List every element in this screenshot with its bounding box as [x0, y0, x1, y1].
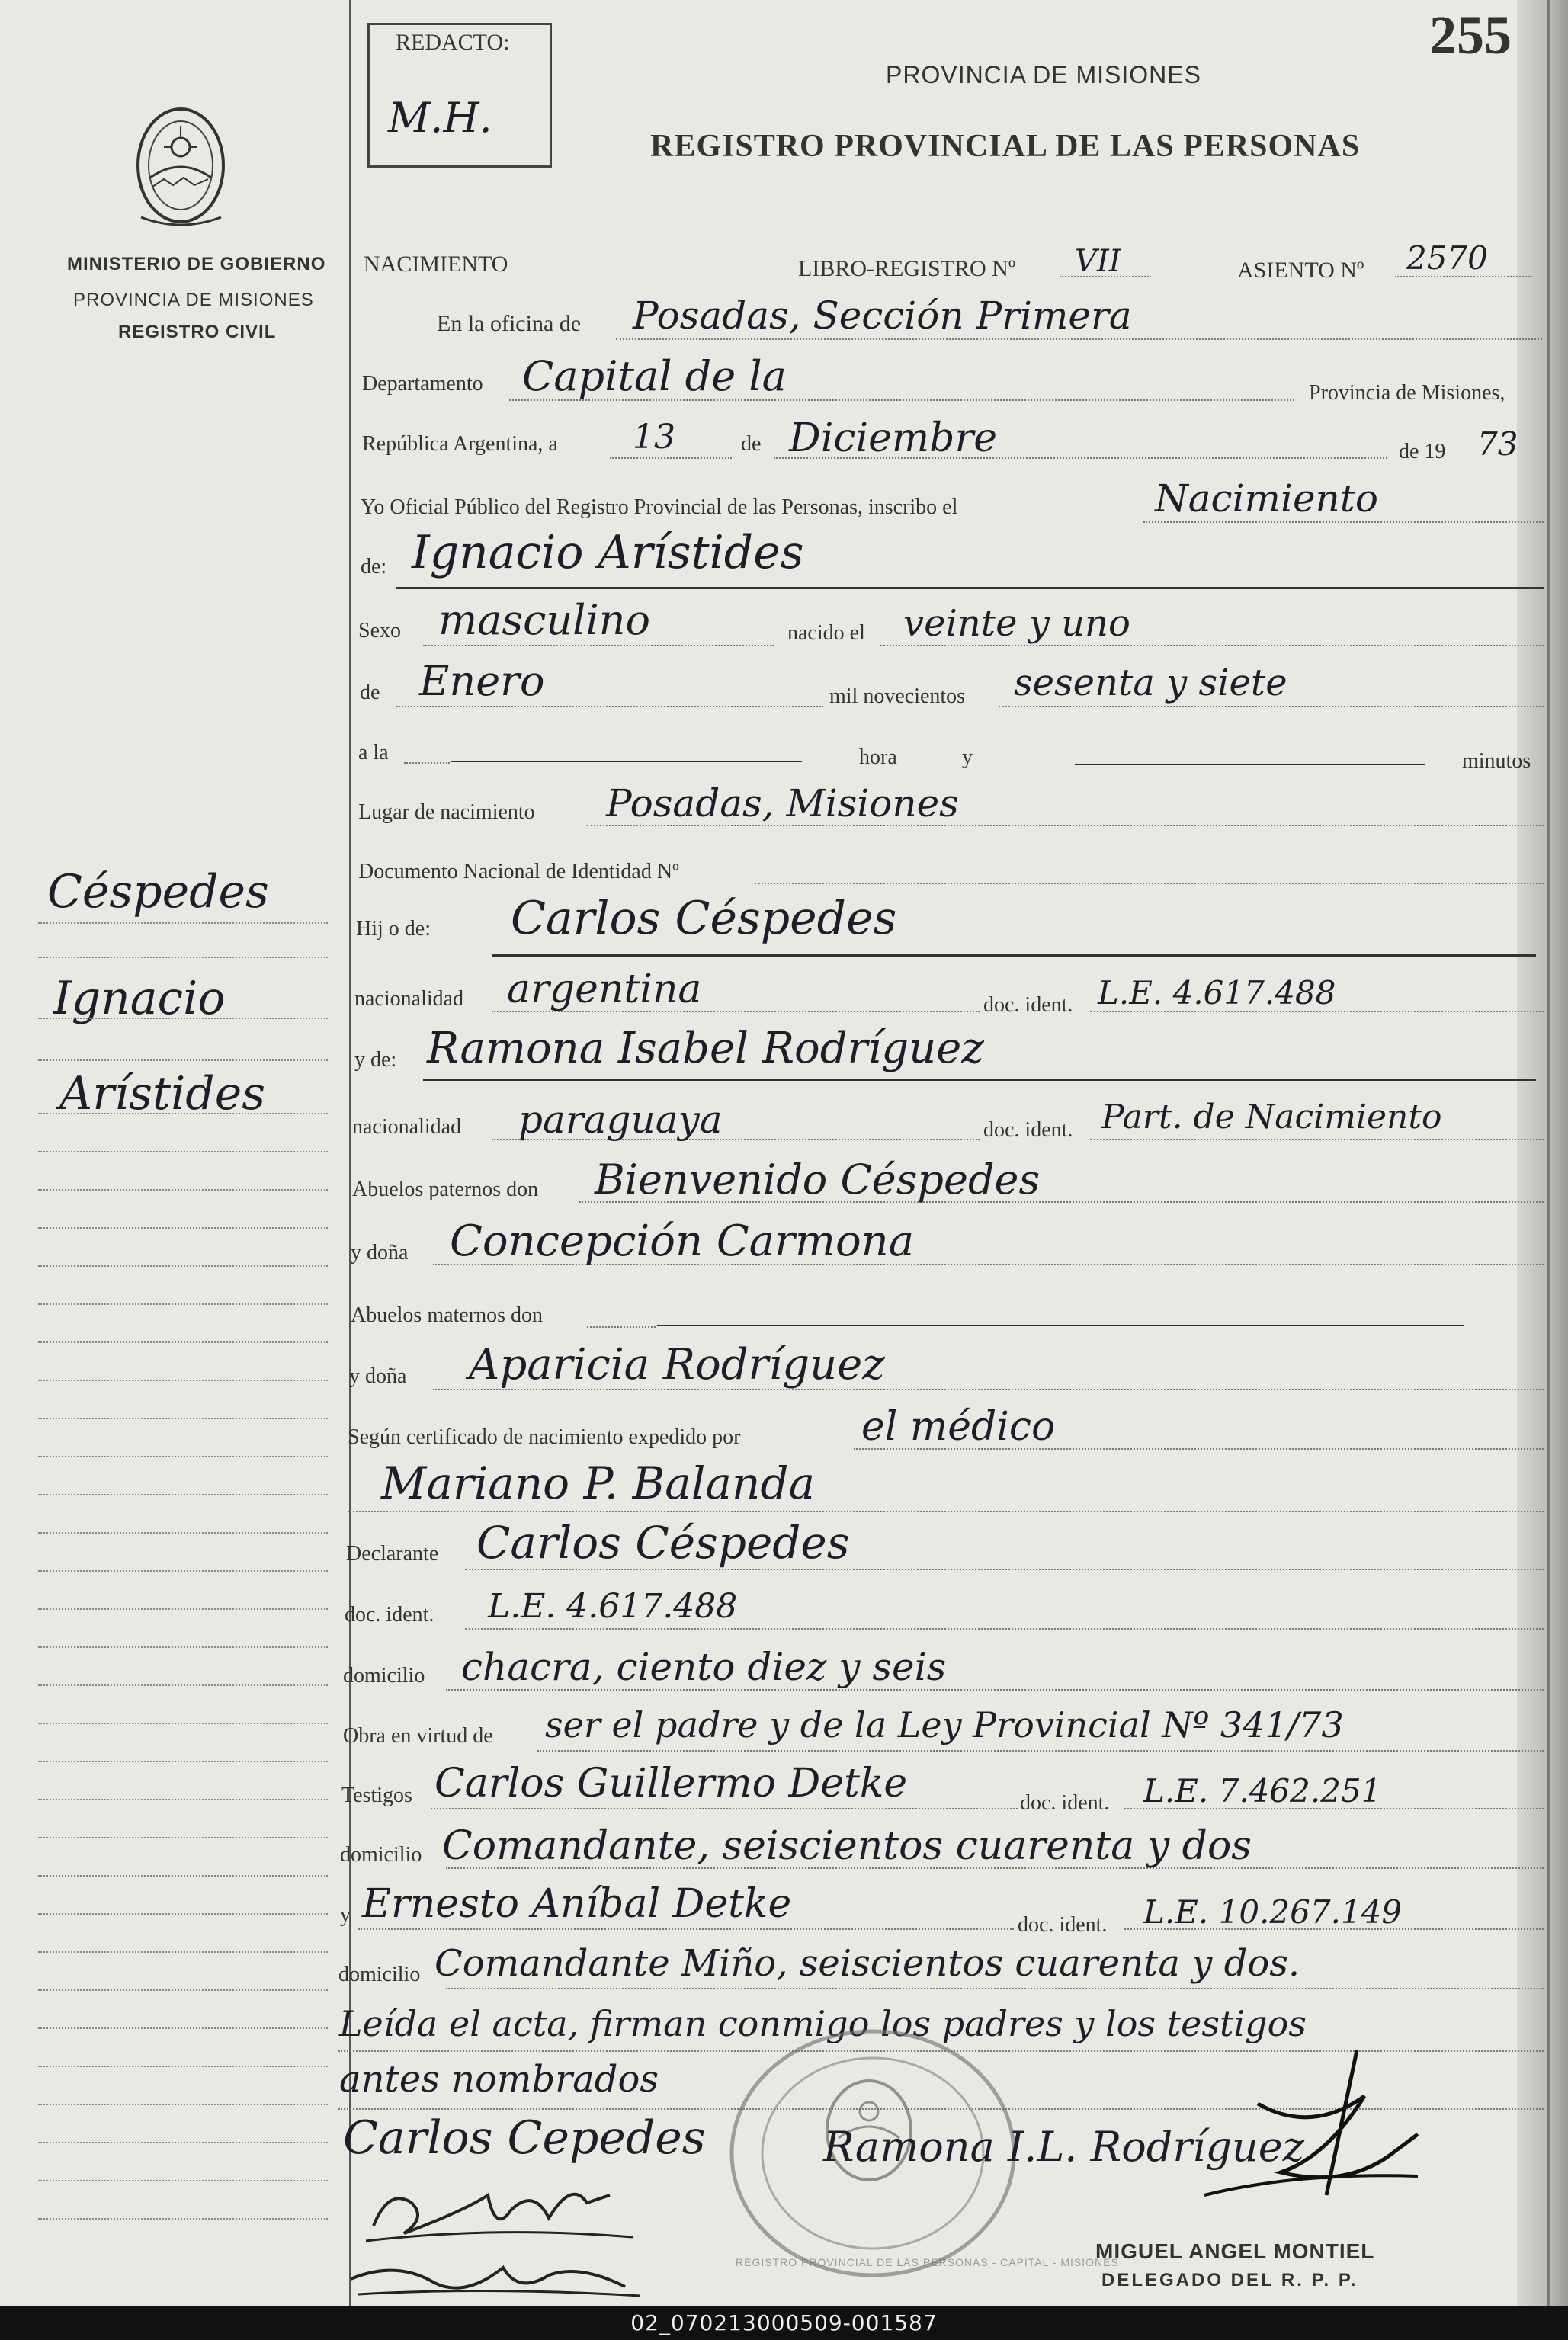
- medico-line: [348, 1511, 1544, 1512]
- signature-madre: Ramona I.L. Rodríguez: [823, 2123, 1305, 2171]
- margin-rule: [38, 1989, 328, 1991]
- margin-rule: [38, 1303, 328, 1305]
- departamento-value: Capital de la: [522, 352, 787, 400]
- margin-rule: [38, 1113, 328, 1114]
- declarante-line: [465, 1569, 1544, 1570]
- mes-value: Diciembre: [789, 415, 998, 461]
- margin-first-name: Ignacio: [53, 972, 226, 1025]
- obra-label: Obra en virtud de: [343, 1724, 493, 1748]
- margin-rule: [38, 1608, 328, 1610]
- obra-value: ser el padre y de la Ley Provincial Nº 341/73: [545, 1704, 1344, 1745]
- margin-rule: [38, 1646, 328, 1648]
- doc-ident-testigo1-label: doc. ident.: [1020, 1791, 1110, 1815]
- sexo-line: [423, 645, 774, 646]
- margin-rule: [38, 1532, 328, 1534]
- nombre-line: [396, 587, 1544, 589]
- margin-surname: Céspedes: [47, 865, 269, 918]
- nacionalidad-madre-label: nacionalidad: [352, 1115, 462, 1139]
- doc-ident-madre-label: doc. ident.: [983, 1118, 1073, 1142]
- hijo-label: Hij o de:: [356, 917, 431, 941]
- anio-nac-line: [999, 706, 1544, 707]
- signature-oficial-icon: [1189, 2043, 1433, 2226]
- ala-label: a la: [358, 741, 389, 765]
- margin-rule: [38, 1151, 328, 1152]
- nacionalidad-madre-value: paraguaya: [518, 1098, 723, 1142]
- delegado-name: MIGUEL ANGEL MONTIEL: [1095, 2239, 1375, 2263]
- doc-madre-line: [1090, 1139, 1544, 1140]
- padre-line: [492, 954, 1536, 957]
- book-spine: [1517, 0, 1568, 2306]
- libro-label: LIBRO-REGISTRO Nº: [798, 256, 1016, 281]
- margin-rule: [38, 1494, 328, 1495]
- page-number: 255: [1429, 5, 1512, 66]
- sexo-label: Sexo: [358, 619, 401, 643]
- hora-label: hora: [859, 745, 897, 769]
- testigo2-value: Ernesto Aníbal Detke: [362, 1881, 792, 1927]
- margin-rule: [38, 1799, 328, 1800]
- de-mes-nac-label: de: [360, 681, 380, 704]
- margin-rule: [38, 1265, 328, 1267]
- right-edge-line: [1547, 0, 1550, 2306]
- madre-value: Ramona Isabel Rodríguez: [427, 1024, 984, 1073]
- margin-rule: [38, 2066, 328, 2067]
- mes-nac-value: Enero: [419, 657, 545, 705]
- dia-line: [610, 457, 732, 459]
- abuela-materna-value: Aparicia Rodríguez: [469, 1340, 885, 1390]
- redacto-box: [367, 23, 552, 168]
- mes-nac-line: [396, 706, 823, 707]
- stamp-text: REGISTRO PROVINCIAL DE LAS PERSONAS - CAPITAL - MISIONES: [736, 2256, 1119, 2268]
- margin-rule: [38, 1951, 328, 1953]
- delegado-role: DELEGADO DEL R. P. P.: [1101, 2270, 1358, 2290]
- minutos-line: [1075, 764, 1425, 765]
- domicilio-label: domicilio: [343, 1664, 425, 1688]
- margin-rule: [38, 2104, 328, 2105]
- margin-rule: [38, 1761, 328, 1762]
- doc-declarante-value: L.E. 4.617.488: [488, 1587, 738, 1626]
- sexo-value: masculino: [438, 596, 650, 644]
- oficina-line: [616, 338, 1542, 340]
- margin-divider-line: [349, 0, 351, 2306]
- inscribo-value: Nacimiento: [1155, 476, 1378, 521]
- margin-second-name: Arístides: [59, 1067, 265, 1120]
- lugar-value: Posadas, Misiones: [606, 781, 959, 825]
- header-provincia: PROVINCIA DE MISIONES: [886, 61, 1201, 88]
- margin-rule: [38, 1341, 328, 1343]
- domicilio-testigo2-value: Comandante Miño, seiscientos cuarenta y dos.: [434, 1942, 1300, 1985]
- margin-rule: [38, 1189, 328, 1191]
- anio-nac-value: sesenta y siete: [1014, 662, 1287, 704]
- dni-line: [755, 883, 1544, 884]
- domicilio-testigo1-label: domicilio: [340, 1843, 422, 1867]
- signature-testigo1-icon: [358, 2172, 640, 2249]
- doc-ident-padre-label: doc. ident.: [983, 993, 1073, 1017]
- hora-line: [451, 761, 802, 762]
- yo-oficial-label: Yo Oficial Público del Registro Provincial de las Personas, inscribo el: [361, 495, 958, 519]
- dia-value: 13: [633, 418, 675, 457]
- medico-value: Mariano P. Balanda: [381, 1457, 816, 1509]
- domicilio-testigo2-line: [446, 1988, 1544, 1989]
- oficina-value: Posadas, Sección Primera: [633, 293, 1132, 338]
- anio-value: 73: [1477, 425, 1518, 463]
- provincia-sidebar-label: PROVINCIA DE MISIONES: [73, 290, 314, 310]
- departamento-label: Departamento: [362, 372, 483, 396]
- lugar-label: Lugar de nacimiento: [358, 800, 535, 824]
- de-label: de: [741, 432, 762, 456]
- oficina-label: En la oficina de: [437, 311, 582, 336]
- madre-line: [423, 1079, 1536, 1081]
- republica-label: República Argentina, a: [362, 432, 558, 456]
- ydona-paterna-label: y doña: [351, 1241, 409, 1265]
- margin-rule: [38, 1380, 328, 1381]
- margin-rule: [38, 957, 328, 958]
- margin-rule: [38, 1018, 328, 1019]
- nombre-value: Ignacio Arístides: [412, 526, 804, 579]
- header-title: REGISTRO PROVINCIAL DE LAS PERSONAS: [650, 129, 1361, 164]
- leida-text-1: Leída el acta, firman conmigo los padres y los testigos: [339, 2003, 1307, 2044]
- doc-padre-value: L.E. 4.617.488: [1098, 974, 1336, 1011]
- nacionalidad-padre-value: argentina: [507, 966, 702, 1012]
- y-testigo2-label: y: [340, 1903, 351, 1927]
- dni-label: Documento Nacional de Identidad Nº: [358, 860, 679, 883]
- testigos-label: Testigos: [341, 1784, 412, 1807]
- testigo2-line: [358, 1928, 1014, 1930]
- declarante-label: Declarante: [346, 1542, 439, 1566]
- signature-padre: Carlos Cepedes: [343, 2111, 706, 2165]
- ala-dotted: [404, 762, 450, 764]
- leida-text-2: antes nombrados: [339, 2058, 659, 2101]
- ministerio-label: MINISTERIO DE GOBIERNO: [67, 254, 326, 274]
- testigo1-line: [431, 1808, 1018, 1809]
- doc-testigo1-value: L.E. 7.462.251: [1143, 1772, 1382, 1809]
- margin-rule: [38, 1059, 328, 1061]
- margin-rule: [38, 2218, 328, 2220]
- nacido-value: veinte y uno: [903, 602, 1130, 645]
- image-caption: 02_070213000509-001587: [0, 2306, 1568, 2340]
- abuela-paterna-value: Concepción Carmona: [450, 1216, 915, 1266]
- abuelos-paternos-label: Abuelos paternos don: [352, 1178, 539, 1201]
- anio-label: de 19: [1399, 440, 1446, 463]
- provincial-seal-icon: [133, 103, 229, 229]
- doc-declarante-line: [465, 1628, 1544, 1630]
- margin-rule: [38, 1684, 328, 1686]
- margin-rule: [38, 1570, 328, 1572]
- mil-label: mil novecientos: [829, 684, 966, 708]
- yde-label: y de:: [354, 1048, 397, 1072]
- margin-rule: [38, 1418, 328, 1419]
- libro-value: VII: [1075, 244, 1121, 279]
- abuelo-materno-line: [657, 1325, 1464, 1326]
- nacido-label: nacido el: [787, 621, 865, 645]
- abuelo-paterno-value: Bienvenido Céspedes: [595, 1156, 1041, 1204]
- margin-rule: [38, 2027, 328, 2029]
- segun-label: Según certificado de nacimiento expedido por: [348, 1425, 741, 1449]
- domicilio-value: chacra, ciento diez y seis: [461, 1645, 947, 1689]
- registro-civil-label: REGISTRO CIVIL: [118, 322, 277, 342]
- margin-rule: [38, 1875, 328, 1877]
- ydona-materna-label: y doña: [349, 1364, 407, 1388]
- margin-rule: [38, 1723, 328, 1724]
- margin-rule: [38, 1837, 328, 1838]
- doc-testigo2-value: L.E. 10.267.149: [1143, 1893, 1403, 1931]
- nacido-line: [880, 645, 1544, 646]
- margin-rule: [38, 1227, 328, 1229]
- minutos-label: minutos: [1462, 749, 1531, 773]
- asiento-label: ASIENTO Nº: [1237, 258, 1364, 283]
- signature-testigo2-icon: [335, 2249, 656, 2306]
- margin-rule: [38, 922, 328, 924]
- segun-value: el médico: [861, 1404, 1056, 1450]
- domicilio-testigo1-value: Comandante, seiscientos cuarenta y dos: [442, 1823, 1252, 1869]
- asiento-value: 2570: [1406, 239, 1488, 277]
- doc-ident-declarante-label: doc. ident.: [345, 1603, 434, 1627]
- testigo1-value: Carlos Guillermo Detke: [434, 1761, 908, 1806]
- y-hora-label: y: [962, 745, 973, 769]
- doc-madre-value: Part. de Nacimiento: [1101, 1098, 1442, 1136]
- margin-rule: [38, 2142, 328, 2143]
- margin-rule: [38, 1456, 328, 1457]
- abuelo-materno-dotted: [587, 1326, 656, 1328]
- act-type-label: NACIMIENTO: [364, 252, 508, 277]
- obra-line: [537, 1750, 1544, 1752]
- inscribo-line: [1143, 521, 1544, 523]
- domicilio-line: [446, 1689, 1544, 1691]
- domicilio-testigo2-label: domicilio: [338, 1963, 421, 1986]
- redacto-label: REDACTO:: [396, 30, 510, 55]
- margin-rule: [38, 2180, 328, 2181]
- doc-ident-testigo2-label: doc. ident.: [1018, 1913, 1108, 1937]
- abuelos-maternos-label: Abuelos maternos don: [351, 1303, 543, 1327]
- padre-value: Carlos Céspedes: [511, 892, 897, 945]
- de-nombre-label: de:: [361, 555, 387, 579]
- declarante-value: Carlos Céspedes: [476, 1517, 850, 1569]
- provincia-suffix: Provincia de Misiones,: [1309, 381, 1505, 405]
- nacionalidad-padre-label: nacionalidad: [354, 987, 464, 1011]
- redacto-initials: M.H.: [388, 94, 492, 142]
- margin-rule: [38, 1913, 328, 1915]
